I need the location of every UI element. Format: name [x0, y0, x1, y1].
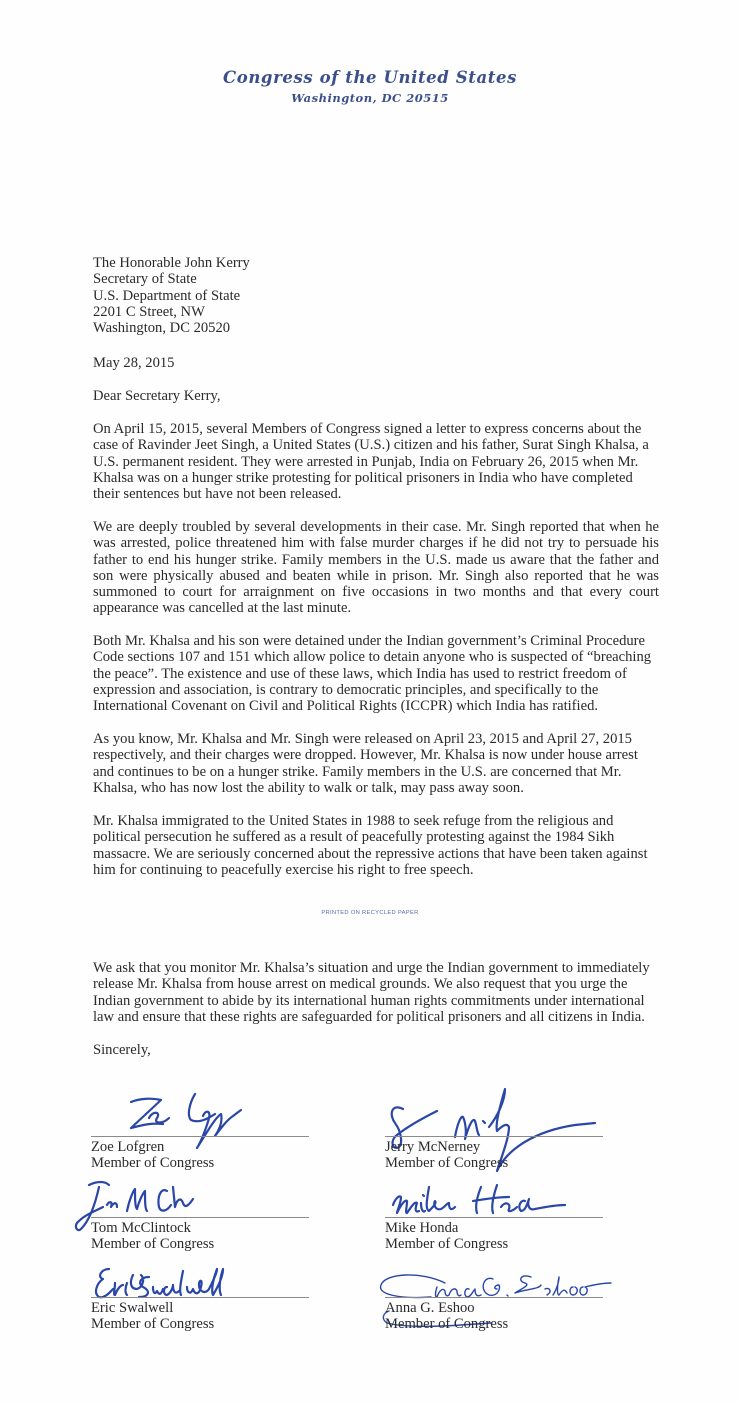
- paragraph-line: release Mr. Khalsa from house arrest on medical grounds. We also request that you urge the: [93, 976, 628, 993]
- signatory-title: Member of Congress: [91, 1155, 215, 1171]
- address-line: The Honorable John Kerry: [93, 255, 250, 271]
- signature-line: [385, 1136, 603, 1137]
- paragraph-line: and continues to be on a hunger strike. Family members in the U.S. are concerned that Mr.: [93, 763, 622, 780]
- paragraph-line: respectively, and their charges were dropped. However, Mr. Khalsa is now under house arrest: [93, 747, 638, 764]
- signatory-name: Mike Honda: [385, 1220, 459, 1236]
- address-line: Washington, DC 20520: [93, 320, 231, 337]
- paragraph-line: Both Mr. Khalsa and his son were detained under the Indian government’s Criminal Procedure: [93, 633, 645, 649]
- salutation: Dear Secretary Kerry,: [93, 388, 221, 404]
- signatory-title: Member of Congress: [385, 1236, 509, 1252]
- signature-line: [91, 1297, 309, 1298]
- paragraph-line: Code sections 107 and 151 which allow police to detain anyone who is suspected of “breaching: [93, 649, 652, 666]
- paragraph-line: father to end his hunger strike. Family members in the U.S. made us aware that the father and: [93, 551, 659, 568]
- paragraph-line: Mr. Khalsa immigrated to the United States in 1988 to seek refuge from the religious and: [93, 813, 614, 829]
- letterhead: [0, 68, 740, 105]
- signatory-name: Anna G. Eshoo: [385, 1300, 475, 1316]
- paragraph-1: [93, 421, 659, 502]
- paragraph-line: him for continuing to peacefully exercise his right to free speech.: [93, 861, 474, 878]
- paragraph-line: International Covenant on Civil and Political Rights (ICCPR) which India has ratified.: [93, 698, 599, 715]
- letter-date: May 28, 2015: [93, 355, 175, 371]
- paragraph-line: Indian government to abide by its international human rights commitments under international: [93, 992, 645, 1009]
- paragraph-line: case of Ravinder Jeet Singh, a United States (U.S.) citizen and his father, Surat Singh Khalsa, a: [93, 437, 649, 454]
- closing: Sincerely,: [93, 1042, 151, 1058]
- signature-line: [385, 1217, 603, 1218]
- paragraph-line: massacre. We are seriously concerned about the repressive actions that have been taken against: [93, 845, 648, 862]
- paragraph-line: Khalsa, who has now lost the ability to walk or talk, may pass away soon.: [93, 779, 524, 796]
- signatory-name: Eric Swalwell: [91, 1300, 174, 1316]
- paragraph-2: [93, 519, 659, 617]
- address-line: 2201 C Street, NW: [93, 303, 205, 320]
- signatory-title: Member of Congress: [91, 1236, 215, 1252]
- paragraph-line: was arrested, police threatened him with false murder charges if he did not try to persuade his: [93, 535, 659, 552]
- paragraph-line: the peace”. The existence and use of these laws, which India has used to restrict freedom of: [93, 665, 627, 682]
- paragraph-line: As you know, Mr. Khalsa and Mr. Singh were released on April 23, 2015 and April 27, 2015: [93, 731, 632, 747]
- paragraph-line: summoned to court for arraignment on five occasions in two months and that every court: [93, 584, 659, 601]
- address-line: U.S. Department of State: [93, 287, 241, 304]
- signatory-title: Member of Congress: [385, 1316, 509, 1332]
- paragraph-line: Khalsa was on a hunger strike protesting for political prisoners in India who have completed: [93, 469, 633, 486]
- letterhead-title: Congress of the United States: [223, 68, 517, 87]
- paragraph-line: On April 15, 2015, several Members of Congress signed a letter to express concerns about the: [93, 421, 642, 437]
- address-line: Secretary of State: [93, 271, 197, 288]
- signature-line: [91, 1136, 309, 1137]
- signature-line: [385, 1297, 603, 1298]
- paragraph-line: political persecution he suffered as a result of peacefully protesting against the 1984 Sikh: [93, 829, 615, 846]
- signatory-name: Zoe Lofgren: [91, 1139, 165, 1155]
- paragraph-6: [93, 960, 659, 1025]
- letterhead-subtitle: Washington, DC 20515: [291, 91, 449, 105]
- paragraph-5: [93, 813, 659, 878]
- paragraph-line: expression and association, is contrary to democratic principles, and specifically to the: [93, 681, 599, 698]
- signatory-name: Jerry McNerney: [385, 1139, 481, 1155]
- paragraph-line: We are deeply troubled by several developments in their case. Mr. Singh reported that when he: [93, 519, 659, 535]
- signature-line: [91, 1217, 309, 1218]
- paragraph-line: son were physically abused and beaten while in prison. Mr. Singh also reported that he was: [93, 567, 659, 584]
- paragraph-line: law and ensure that these rights are safeguarded for political prisoners and all citizens in India.: [93, 1008, 645, 1025]
- paragraph-3: [93, 633, 659, 714]
- recycled-paper-note: PRINTED ON RECYCLED PAPER: [321, 910, 419, 916]
- paragraph-line: We ask that you monitor Mr. Khalsa’s situation and urge the Indian government to immediately: [93, 960, 650, 976]
- signatory-title: Member of Congress: [385, 1155, 509, 1171]
- signatory-name: Tom McClintock: [91, 1220, 191, 1236]
- paragraph-line: U.S. permanent resident. They were arrested in Punjab, India on February 26, 2015 when Mr.: [93, 453, 639, 470]
- paragraph-line: their sentences but have not been released.: [93, 486, 342, 503]
- signatory-title: Member of Congress: [91, 1316, 215, 1332]
- recipient-address: [93, 255, 250, 336]
- paragraph-4: [93, 731, 659, 796]
- paragraph-line: appearance was cancelled at the last minute.: [93, 600, 352, 617]
